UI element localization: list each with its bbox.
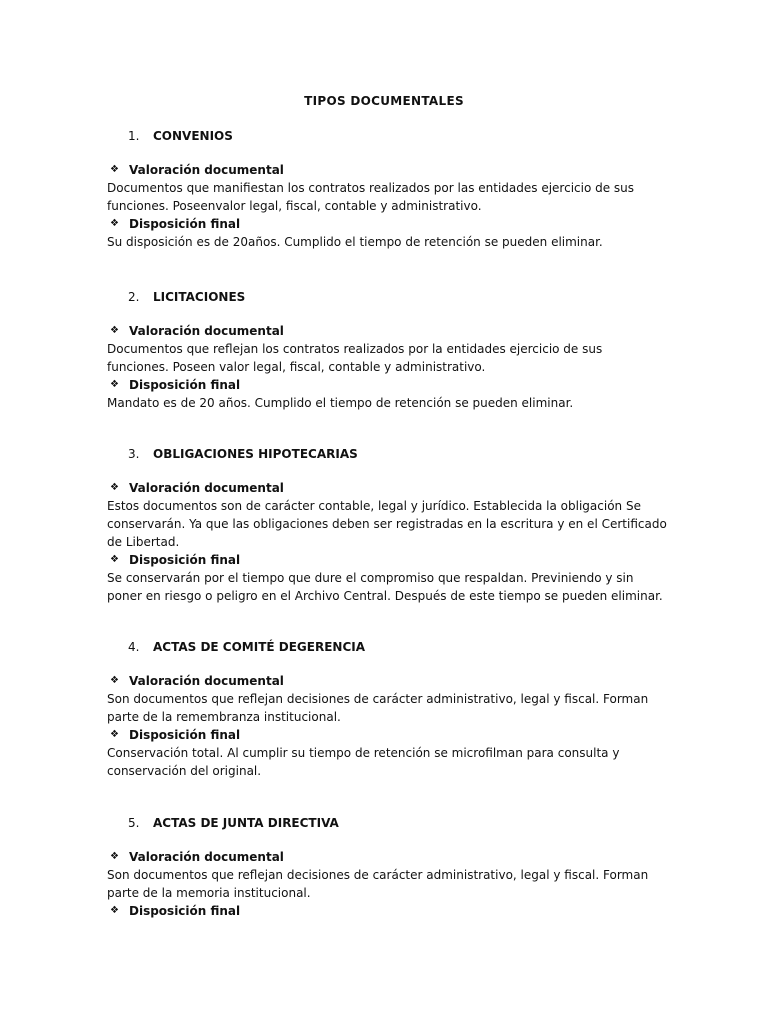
- diamond-bullet-icon: ❖: [110, 905, 119, 916]
- valoracion-text: Documentos que reflejan los contratos realizados por la entidades ejercicio de sus funciones. Poseen valor legal, fiscal, contable y administrativo.: [107, 342, 603, 374]
- disposicion-text: Mandato es de 20 años. Cumplido el tiempo de retención se pueden eliminar.: [107, 396, 574, 410]
- disposicion-text: Se conservarán por el tiempo que dure el compromiso que respaldan. Previniendo y sin poner en riesgo o peligro en el Archivo Central. Después de este tiempo se pueden eliminar.: [107, 571, 663, 603]
- section-title: ACTAS DE COMITÉ DEGERENCIA: [153, 640, 366, 654]
- section-number: 4.: [128, 640, 140, 654]
- valoracion-label: Valoración documental: [129, 850, 284, 864]
- section-title: OBLIGACIONES HIPOTECARIAS: [153, 447, 358, 461]
- disposicion-text: Su disposición es de 20años. Cumplido el tiempo de retención se pueden eliminar.: [107, 235, 603, 249]
- valoracion-label: Valoración documental: [129, 324, 284, 338]
- disposicion-heading: [107, 726, 667, 744]
- diamond-bullet-icon: ❖: [110, 218, 119, 229]
- diamond-bullet-icon: ❖: [110, 675, 119, 686]
- section-number: 1.: [128, 129, 140, 143]
- section-actas-junta-directiva: [107, 814, 667, 920]
- disposicion-label: Disposición final: [129, 378, 241, 392]
- diamond-bullet-icon: ❖: [110, 729, 119, 740]
- disposicion-label: Disposición final: [129, 904, 241, 918]
- section-number: 2.: [128, 290, 140, 304]
- section-heading: [107, 814, 667, 832]
- section-title: CONVENIOS: [153, 129, 233, 143]
- section-title: ACTAS DE JUNTA DIRECTIVA: [153, 816, 339, 830]
- valoracion-text: Son documentos que reflejan decisiones de carácter administrativo, legal y fiscal. Forman parte de la memoria institucional.: [107, 868, 649, 900]
- disposicion-heading: [107, 215, 667, 233]
- section-number: 3.: [128, 447, 140, 461]
- diamond-bullet-icon: ❖: [110, 851, 119, 862]
- diamond-bullet-icon: ❖: [110, 325, 119, 336]
- disposicion-heading: [107, 376, 667, 394]
- diamond-bullet-icon: ❖: [110, 164, 119, 175]
- section-convenios: [107, 127, 667, 251]
- valoracion-label: Valoración documental: [129, 674, 284, 688]
- section-actas-comite-gerencia: [107, 638, 667, 780]
- section-heading: [107, 638, 667, 656]
- valoracion-text: Son documentos que reflejan decisiones de carácter administrativo, legal y fiscal. Forman parte de la remembranza institucional.: [107, 692, 649, 724]
- disposicion-text: Conservación total. Al cumplir su tiempo de retención se microfilman para consulta y conservación del original.: [107, 746, 620, 778]
- valoracion-heading: [107, 479, 667, 497]
- valoracion-heading: [107, 672, 667, 690]
- valoracion-label: Valoración documental: [129, 481, 284, 495]
- disposicion-label: Disposición final: [129, 553, 241, 567]
- valoracion-heading: [107, 161, 667, 179]
- section-licitaciones: [107, 288, 667, 412]
- disposicion-label: Disposición final: [129, 217, 241, 231]
- section-heading: [107, 288, 667, 306]
- disposicion-heading: [107, 551, 667, 569]
- valoracion-heading: [107, 848, 667, 866]
- diamond-bullet-icon: ❖: [110, 554, 119, 565]
- valoracion-text: Documentos que manifiestan los contratos realizados por las entidades ejercicio de sus funciones. Poseenvalor legal, fiscal, contable y administrativo.: [107, 181, 635, 213]
- document-title: TIPOS DOCUMENTALES: [304, 94, 464, 108]
- section-heading: [107, 445, 667, 463]
- section-number: 5.: [128, 816, 140, 830]
- disposicion-heading: [107, 902, 667, 920]
- valoracion-label: Valoración documental: [129, 163, 284, 177]
- diamond-bullet-icon: ❖: [110, 482, 119, 493]
- section-obligaciones-hipotecarias: [107, 445, 667, 605]
- section-title: LICITACIONES: [153, 290, 246, 304]
- valoracion-heading: [107, 322, 667, 340]
- section-heading: [107, 127, 667, 145]
- valoracion-text: Estos documentos son de carácter contable, legal y jurídico. Establecida la obligación Se conservarán. Ya que las obligaciones deben ser registradas en la escritura y en el Certificado de Libertad.: [107, 499, 667, 549]
- disposicion-label: Disposición final: [129, 728, 241, 742]
- diamond-bullet-icon: ❖: [110, 379, 119, 390]
